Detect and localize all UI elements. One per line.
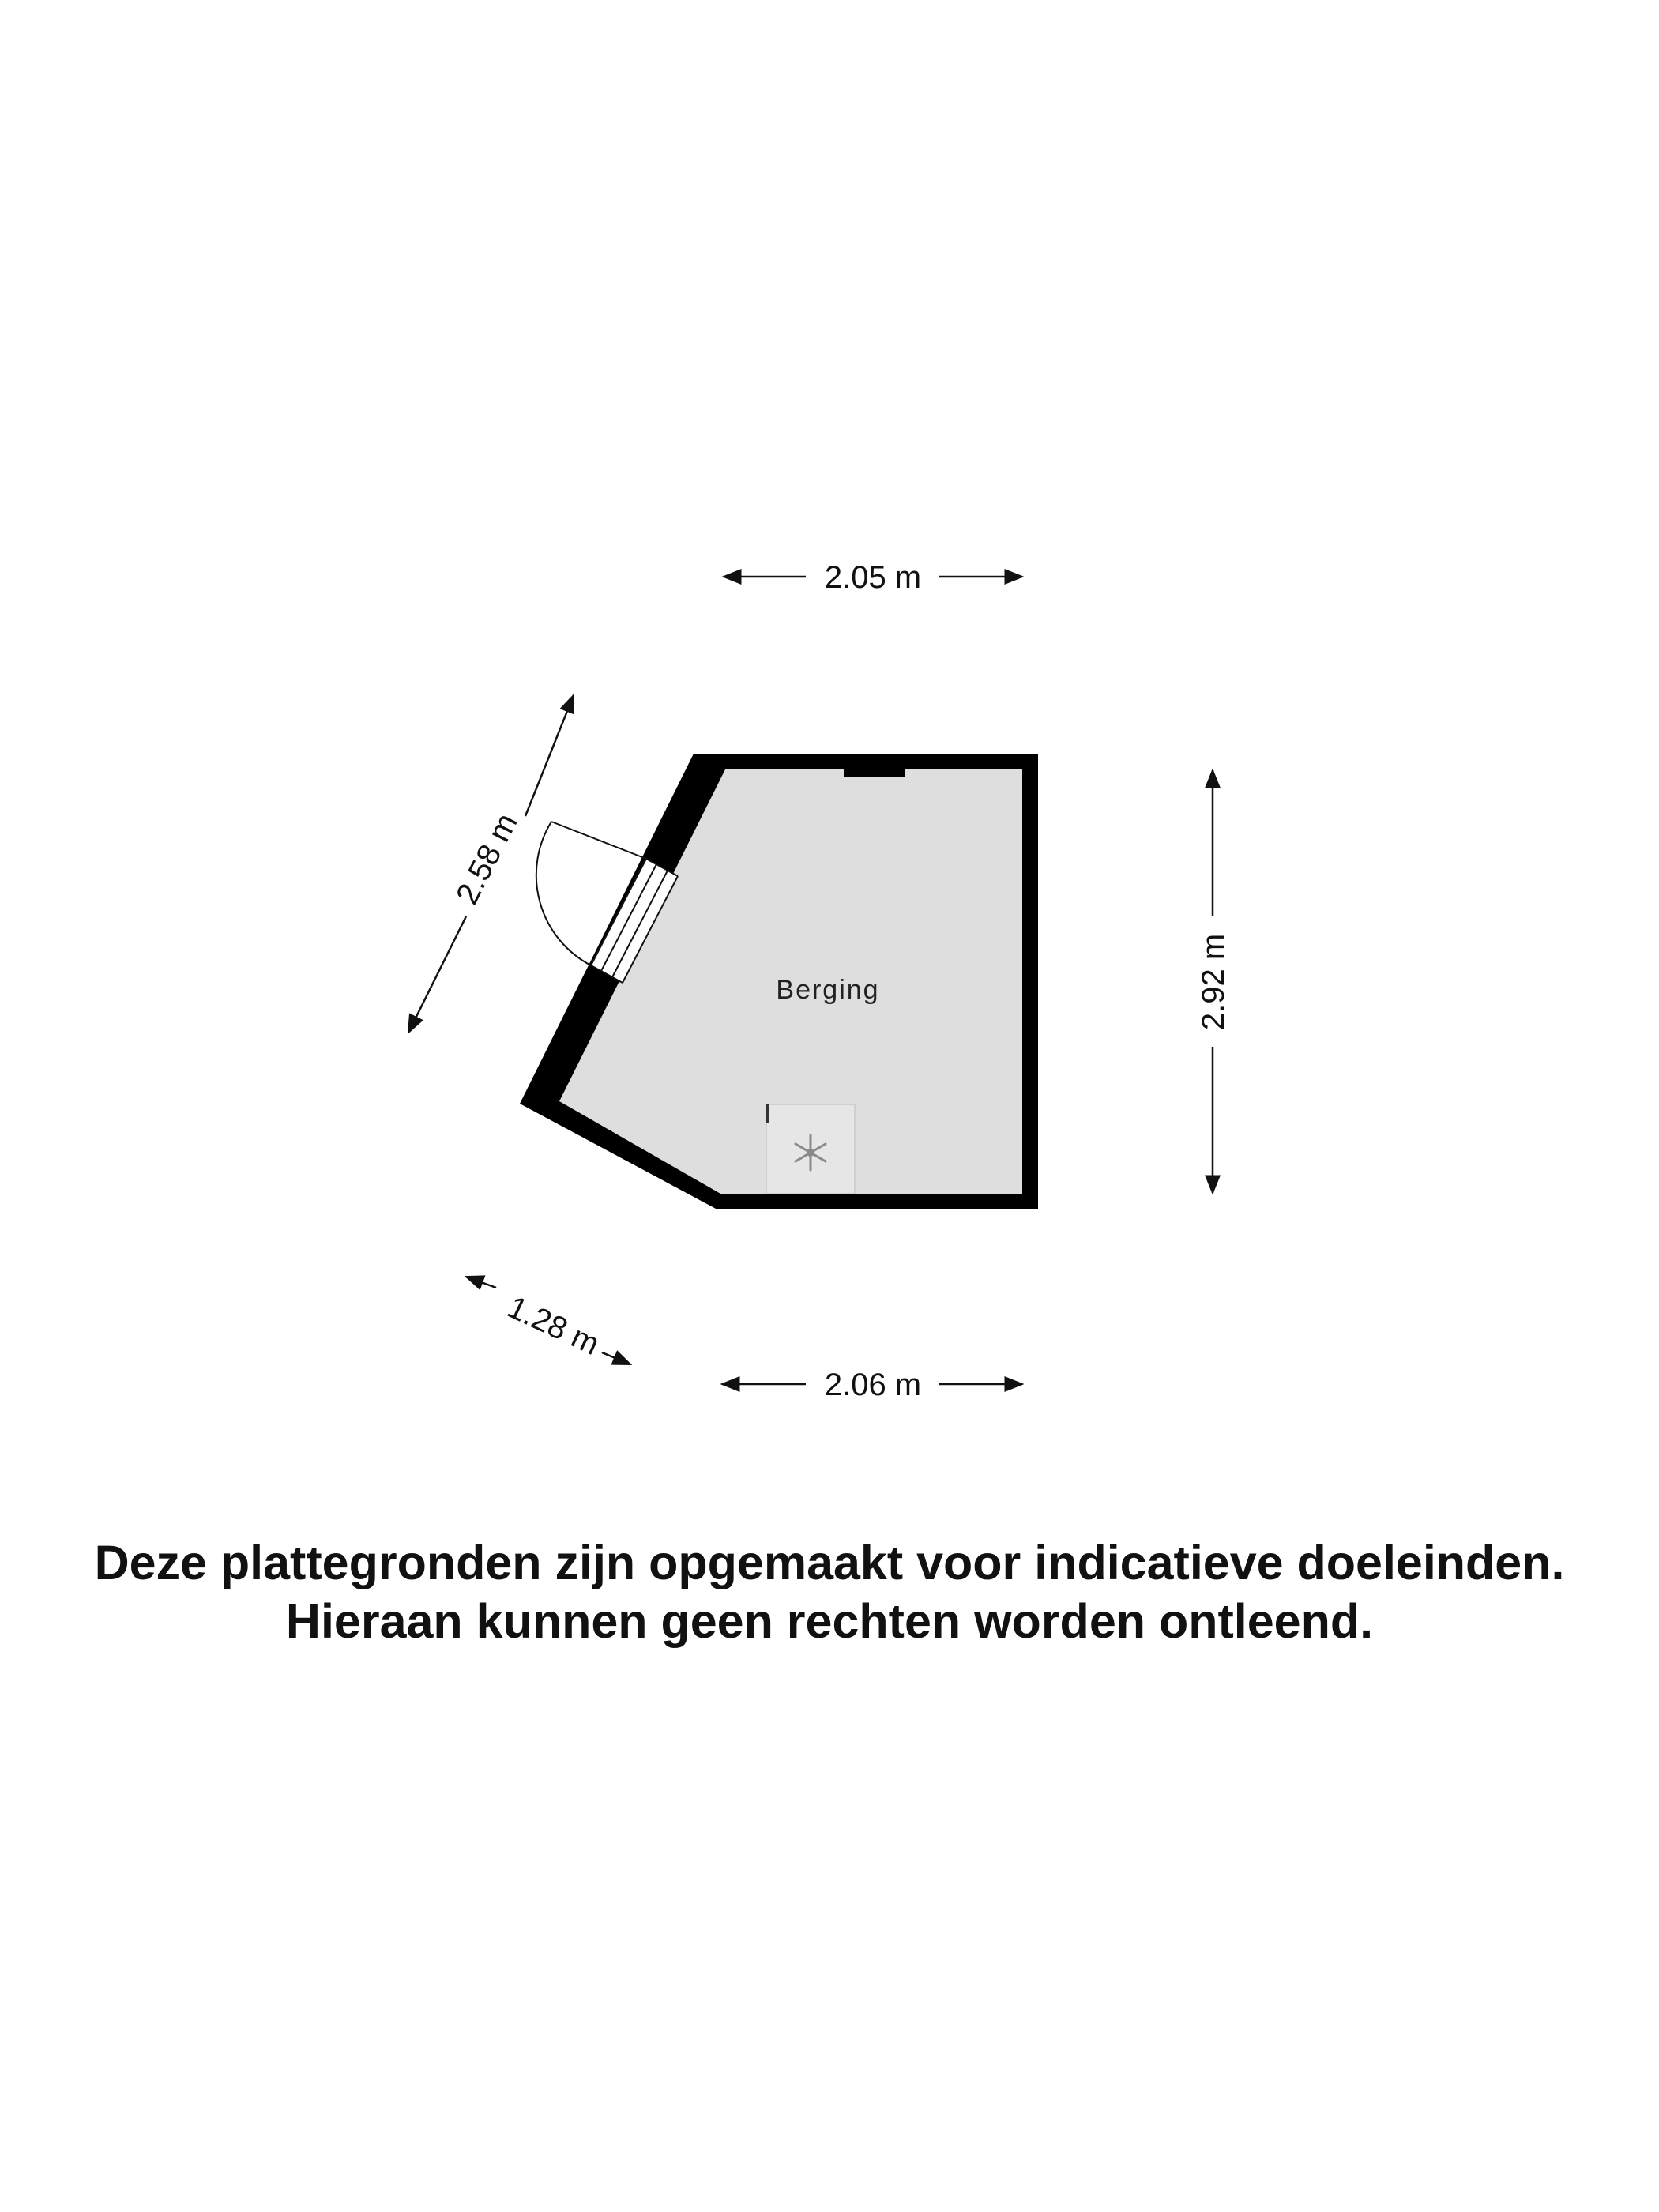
dimension-label-right: 2.92 m xyxy=(1196,933,1231,1031)
dimension-label-top: 2.05 m xyxy=(824,560,922,595)
dimension-label-bottom: 2.06 m xyxy=(824,1367,922,1402)
dimension-label-diagonal: 2.58 m xyxy=(450,807,525,910)
room-label: Berging xyxy=(776,975,880,1005)
door-swing-arc xyxy=(536,822,591,965)
door-leaf xyxy=(551,822,646,859)
dimension-label-slant: 1.28 m xyxy=(502,1289,605,1362)
disclaimer-line-1: Deze plattegronden zijn opgemaakt voor indicatieve doeleinden. xyxy=(94,1536,1565,1589)
appliance-edge xyxy=(766,1104,769,1123)
disclaimer-line-2: Hieraan kunnen geen rechten worden ontleend. xyxy=(285,1594,1374,1648)
wall-niche xyxy=(844,769,905,777)
fan-icon xyxy=(766,1104,855,1194)
